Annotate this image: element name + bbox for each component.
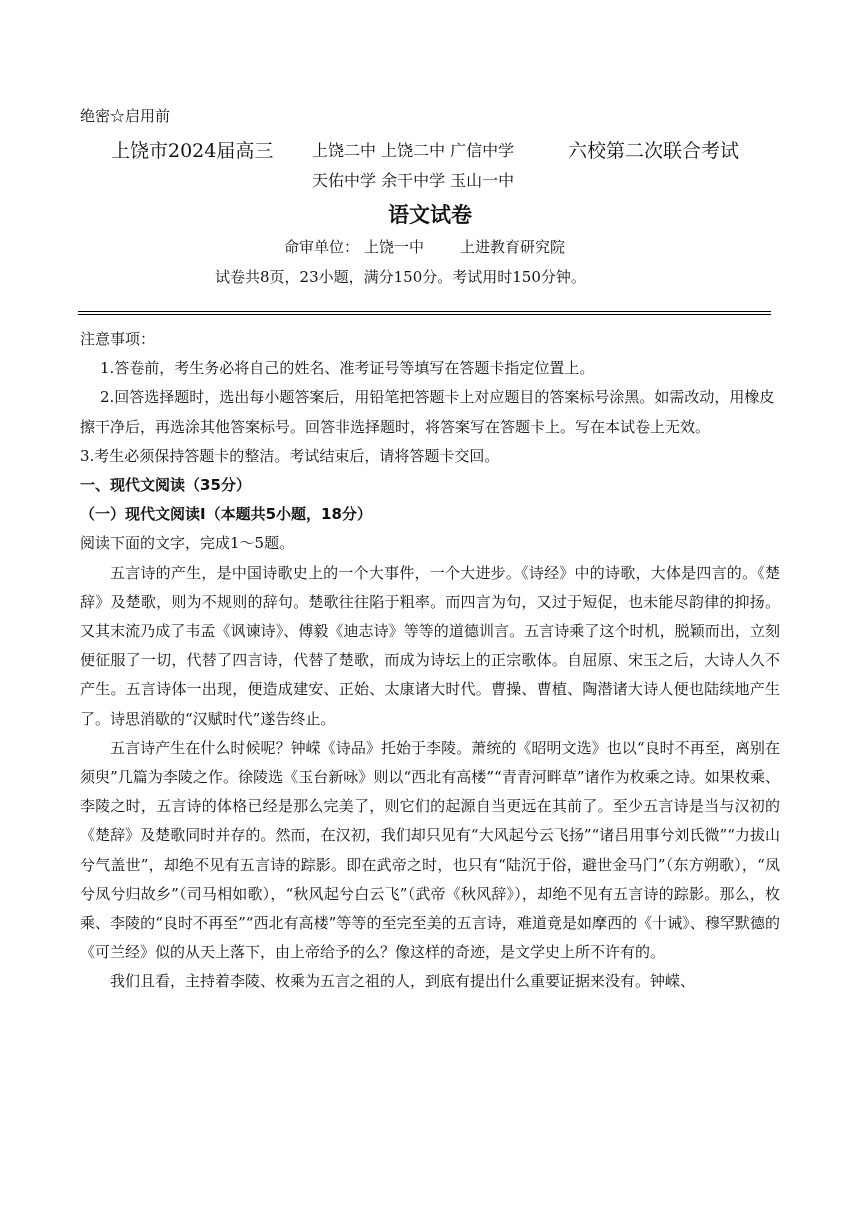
exam-title-left: 上饶市2024届高三 — [111, 140, 274, 162]
exam-body — [80, 325, 780, 997]
reading-instruction: 阅读下面的文字，完成1～5题。 — [80, 534, 295, 553]
subject-title: 语文试卷 — [388, 202, 472, 227]
unit-name-1: 上饶一中 — [364, 238, 425, 256]
divider-thin — [78, 311, 771, 312]
unit-name-2: 上进教育研究院 — [460, 238, 566, 256]
note-item-3: 3.考生必须保持答题卡的整洁。考试结束后，请将答题卡交回。 — [80, 446, 500, 465]
note-item-2: 2.回答选择题时，选出每小题答案后，用铅笔把答题卡上对应题目的答案标号涂黑。如需改动，用橡皮擦干净后，再选涂其他答案标号。回答非选择题时，将答案写在答题卡上。写在本试卷上无效。 — [80, 388, 775, 436]
section-heading: 一、现代文阅读（35分） — [80, 476, 251, 495]
schools-row-2: 天佑中学 余干中学 玉山一中 — [312, 171, 515, 190]
passage-paragraph-2: 五言诗产生在什么时候呢？钟嵘《诗品》托始于李陵。萧统的《昭明文选》也以“良时不再至，离别在须臾”几篇为李陵之作。徐陵选《玉台新咏》则以“西北有高楼”“青青河畔草”诸作为枚乘之诗。如果枚乘、李陵之时，五言诗的体格已经是那么完美了，则它们的起源自当更远在其前了。至少五言诗是当与汉初的《楚辞》及楚歌同时并存的。然而，在汉初，我们却只见有“大风起兮云飞扬”“诸吕用事兮刘氏微”“力拔山兮气盖世”，却绝不见有五言诗的踪影。即在武帝之时，也只有“陆沉于俗，避世金马门”（东方朔歌），“凤兮凤兮归故乡”（司马相如歌），“秋风起兮白云飞”（武帝《秋风辞》），却绝不见有五言诗的踪影。那么，枚乘、李陵的“良时不再至”“西北有高楼”等等的至完至美的五言诗，难道竟是如摩西的《十诫》、穆罕默德的《可兰经》似的从天上落下，由上帝给予的么？像这样的奇迹，是文学史上所不许有的。 — [80, 738, 780, 962]
secret-label: 绝密☆启用前 — [80, 107, 171, 125]
notes-heading: 注意事项： — [80, 330, 156, 348]
schools-row-1: 上饶二中 上饶二中 广信中学 — [312, 141, 515, 160]
passage-paragraph-1: 五言诗的产生，是中国诗歌史上的一个大事件，一个大进步。《诗经》中的诗歌，大体是四言的。《楚辞》及楚歌，则为不规则的辞句。楚歌往往陷于粗率。而四言为句，又过于短促，也未能尽韵律的抑扬。又其末流乃成了韦孟《讽谏诗》、傅毅《迪志诗》等等的道德训言。五言诗乘了这个时机，脱颖而出，立刻便征服了一切，代替了四言诗，代替了楚歌，而成为诗坛上的正宗歌体。自屈原、宋玉之后，大诗人久不产生。五言诗体一出现，便造成建安、正始、太康诸大时代。曹操、曹植、陶潜诸大诗人便也陆续地产生了。诗思消歇的“汉赋时代”遂告终止。 — [80, 563, 780, 728]
section-subheading: （一）现代文阅读Ⅰ（本题共5小题，18分） — [80, 505, 372, 524]
divider-thick — [78, 314, 771, 315]
exam-info: 试卷共8页，23小题，满分150分。考试用时150分钟。 — [215, 268, 586, 286]
passage-paragraph-3: 我们且看，主持着李陵、枚乘为五言之祖的人，到底有提出什么重要证据来没有。钟嵘、 — [110, 972, 696, 991]
exam-title-right: 六校第二次联合考试 — [568, 140, 740, 162]
unit-label: 命审单位： — [284, 238, 360, 256]
note-item-1: 1.答卷前，考生务必将自己的姓名、准考证号等填写在答题卡指定位置上。 — [100, 359, 595, 378]
